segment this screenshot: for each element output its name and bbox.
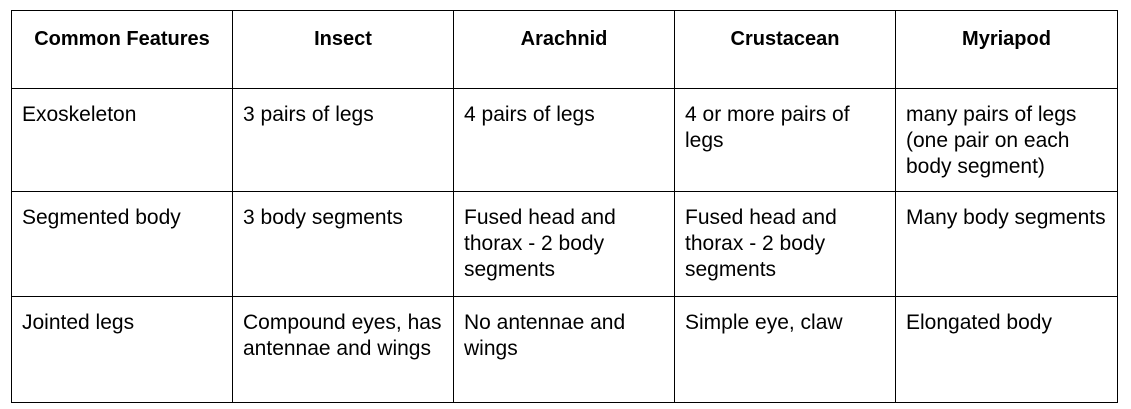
header-myriapod: Myriapod: [896, 11, 1118, 89]
table-row: [12, 297, 1118, 403]
table-cell: many pairs of legs (one pair on each body segment): [896, 89, 1118, 192]
table-cell: 4 pairs of legs: [454, 89, 675, 192]
table-cell: Many body segments: [896, 192, 1118, 297]
table-cell: 4 or more pairs of legs: [675, 89, 896, 192]
table-cell: Exoskeleton: [12, 89, 233, 192]
table-cell: Compound eyes, has antennae and wings: [233, 297, 454, 403]
table-cell: Elongated body: [896, 297, 1118, 403]
table-cell: Fused head and thorax - 2 body segments: [454, 192, 675, 297]
table-row: [12, 89, 1118, 192]
header-row: [12, 11, 1118, 89]
header-common-features: Common Features: [12, 11, 233, 89]
header-arachnid: Arachnid: [454, 11, 675, 89]
comparison-table-container: [11, 10, 1118, 403]
table-cell: Fused head and thorax - 2 body segments: [675, 192, 896, 297]
header-crustacean: Crustacean: [675, 11, 896, 89]
table-row: [12, 192, 1118, 297]
table-cell: Simple eye, claw: [675, 297, 896, 403]
arthropod-comparison-table: [11, 10, 1118, 403]
table-cell: Segmented body: [12, 192, 233, 297]
table-cell: 3 body segments: [233, 192, 454, 297]
table-cell: 3 pairs of legs: [233, 89, 454, 192]
table-cell: No antennae and wings: [454, 297, 675, 403]
header-insect: Insect: [233, 11, 454, 89]
table-cell: Jointed legs: [12, 297, 233, 403]
